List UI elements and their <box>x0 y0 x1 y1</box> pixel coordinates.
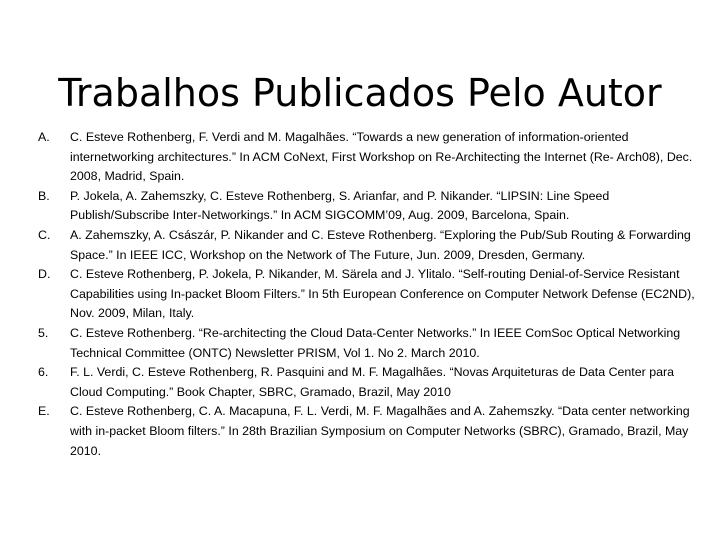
reference-item <box>38 324 702 363</box>
reference-text: C. Esteve Rothenberg, F. Verdi and M. Magalhães. “Towards a new generation of information-oriented internetworking architectures.” In ACM CoNext, First Workshop on Re-Architecting the Internet (Re- Arch08), Dec. 2008, Madrid, Spain. <box>70 130 693 184</box>
reference-text: C. Esteve Rothenberg, C. A. Macapuna, F. L. Verdi, M. F. Magalhães and A. Zahemszky. “Data center networking with in-packet Bloom filters.” In 28th Brazilian Symposium on Computer Networks (SBRC), Gramado, Brazil, May 2010. <box>70 404 690 458</box>
reference-item <box>38 363 702 402</box>
reference-list <box>38 128 702 461</box>
reference-marker: B. <box>38 188 50 203</box>
reference-item <box>38 128 702 187</box>
reference-marker: D. <box>38 267 51 282</box>
reference-text: P. Jokela, A. Zahemszky, C. Esteve Rothenberg, S. Arianfar, and P. Nikander. “LIPSIN: Line Speed Publish/Subscribe Inter-Networkings.” In ACM SIGCOMM’09, Aug. 2009, Barcelona, Spain. <box>70 188 610 223</box>
reference-item <box>38 402 702 461</box>
reference-marker: 5. <box>38 325 49 340</box>
reference-text: A. Zahemszky, A. Császár, P. Nikander and C. Esteve Rothenberg. “Exploring the Pub/Sub Routing & Forwarding Space.” In IEEE ICC, Workshop on the Network of The Future, Jun. 2009, Dresden, Germany. <box>70 227 691 262</box>
reference-marker: A. <box>38 130 50 144</box>
reference-text: F. L. Verdi, C. Esteve Rothenberg, R. Pasquini and M. F. Magalhães. “Novas Arquiteturas de Data Center para Cloud Computing.” Book Chapter, SBRC, Gramado, Brazil, May 2010 <box>70 365 675 399</box>
reference-item <box>38 226 702 265</box>
reference-marker: E. <box>38 404 50 419</box>
reference-marker: 6. <box>38 365 49 380</box>
reference-text: C. Esteve Rothenberg, P. Jokela, P. Nikander, M. Särela and J. Ylitalo. “Self-routing Denial-of-Service Resistant Capabilities using In-packet Bloom Filters.” In 5th European Conference on Computer Network Defense (EC2ND), Nov. 2009, Milan, Italy. <box>70 267 695 321</box>
reference-item <box>38 187 702 226</box>
page-title: Trabalhos Publicados Pelo Autor <box>58 71 662 116</box>
reference-marker: C. <box>38 227 51 242</box>
reference-item <box>38 265 702 324</box>
reference-text: C. Esteve Rothenberg. “Re-architecting the Cloud Data-Center Networks.” In IEEE ComSoc Optical Networking Technical Committee (ONTC) Newsletter PRISM, Vol 1. No 2. March 2010. <box>70 325 681 360</box>
